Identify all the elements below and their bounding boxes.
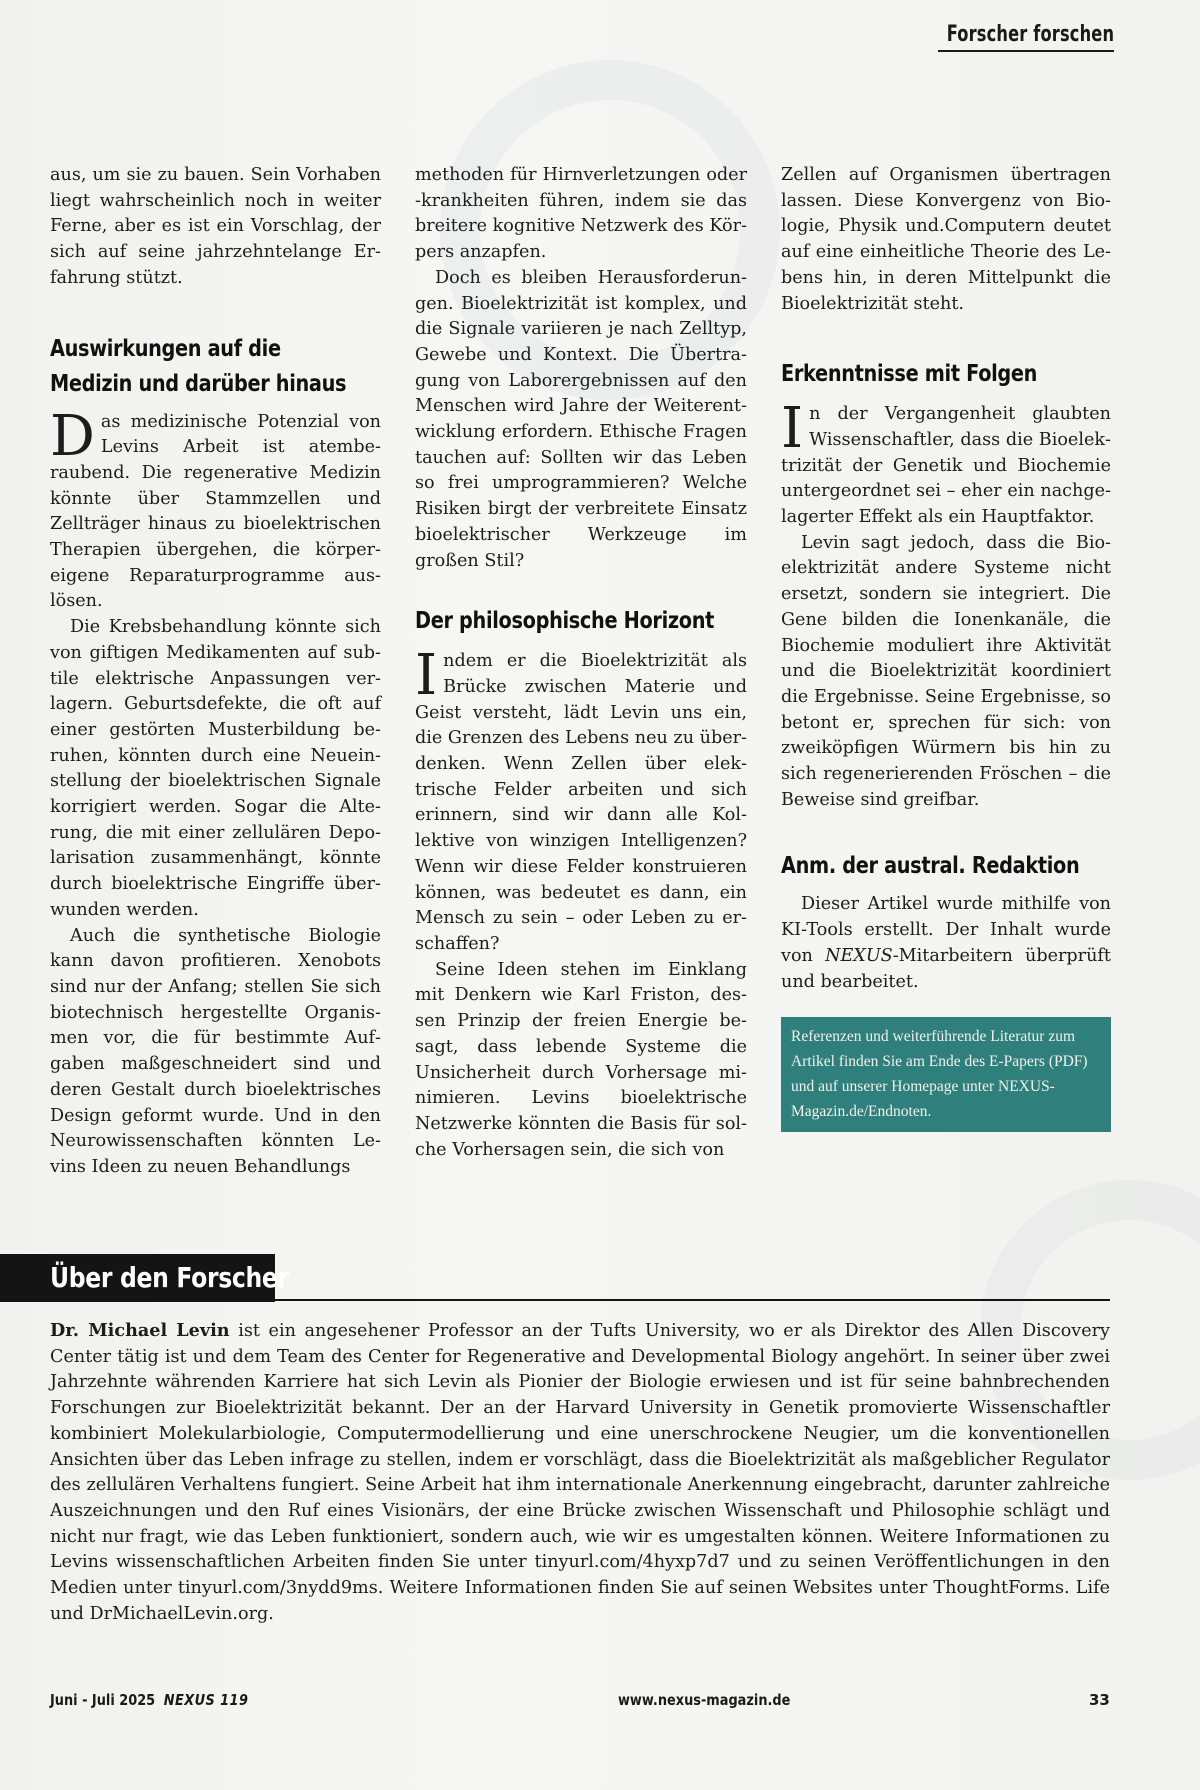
subheading: Medizin und darüber hinaus: [50, 370, 347, 397]
researcher-bio: [50, 1318, 1110, 1627]
subheading: Auswirkungen auf die: [50, 335, 281, 362]
magazine-issue: NEXUS 119: [163, 1691, 249, 1709]
paragraph: Levin sagt jedoch, dass die Bioelektrizität andere Systeme nicht ersetzt, sondern sie integriert. Die Gene bilden die Ionenkanäle, die Biochemie moduliert ihre Aktivität und die Bioelektrizität koordiniert die Ergebnisse. Seine Ergebnisse, so betont er, sprechen für sich: von zweiköpfigen Würmern bis hin zu sich regenerierenden Fröschen – die Beweise sind greifbar.: [781, 532, 1111, 810]
paragraph-text: n der Vergangenheit glaubten Wissenschaftler, dass die Bioelektrizität der Genetik und Biochemie untergeordnet sei – eher ein nachgelagerter Effekt als ein Hauptfaktor.: [781, 404, 1111, 528]
article-column-2: [415, 163, 747, 1163]
paragraph-with-dropcap: [781, 396, 1111, 531]
subheading: Anm. der austral. Redaktion: [781, 853, 1080, 880]
footer-website[interactable]: www.nexus-magazin.de: [618, 1691, 791, 1709]
paragraph: Seine Ideen stehen im Einklang mit Denkern wie Karl Friston, dessen Prinzip der freien Energie besagt, dass lebende Systeme die Unsicherheit durch Vorhersage minimieren. Levins bioelektrische Netzwerke könnten die Basis für solche Vorhersagen sein, die sich von: [415, 959, 747, 1160]
page-number: 33: [1089, 1691, 1110, 1709]
about-heading: Über den Forscher: [50, 1261, 289, 1294]
paragraph: aus, um sie zu bauen. Sein Vorhaben liegt wahrscheinlich noch in weiter Ferne, aber es ist ein Vorschlag, der sich auf seine jahrzehntelange Erfahrung stützt.: [50, 165, 381, 288]
bio-text: ist ein angesehener Professor an der Tufts University, wo er als Direktor des Allen Discovery Center tätig ist und dem Team des Center for Regenerative and Developmental Biology angehört. In seiner über zwei Jahrzehnte währenden Karriere hat sich Levin als Pionier der Biologie erwiesen und ist für seine bahnbrechenden Forschungen zur Bioelektrizität bekannt. Der an der Harvard University in Genetik promovierte Wissenschaftler kombiniert Molekularbiologie, Computermodellierung und eine unerschrockene Neugier, um die konventionellen Ansichten über das Leben infrage zu stellen, indem er vorschlägt, dass die Bioelektrizität als maßgeblicher Regulator des zellulären Verhaltens fungiert. Seine Arbeit hat ihm internationale Anerkennung eingebracht, darunter zahlreiche Auszeichnungen und den Ruf eines Visionärs, der eine Brücke zwischen Wissenschaft und Philosophie schlägt und nicht nur fragt, wie das Leben funktioniert, sondern auch, wie wir es umgestalten können. Weitere Informationen zu Levins wissenschaftlichen Arbeiten finden Sie unter tinyurl.com/4hyxp7d7 und zu seinen Veröffentlichungen in den Medien unter tinyurl.com/3nydd9ms. Weitere Informationen finden Sie auf seinen Websites unter ThoughtForms. Life und DrMichaelLevin.org.: [50, 1321, 1110, 1624]
paragraph: Doch es bleiben Herausforderungen. Bioelektrizität ist komplex, und die Signale variieren je nach Zelltyp, Gewebe und Kontext. Die Übertragung von Laborergebnissen auf den Menschen wird Jahre der Weiterentwicklung erfordern. Ethische Fragen tauchen auf: Sollten wir das Leben so frei umprogrammieren? Welche Risiken birgt der verbreitete Einsatz bioelektrischer Werkzeuge im großen Stil?: [415, 267, 747, 571]
subheading: Erkenntnisse mit Folgen: [781, 361, 1038, 388]
issue-date: Juni - Juli 2025: [50, 1691, 156, 1709]
dropcap: I: [415, 643, 438, 709]
footer-issue: [50, 1691, 248, 1709]
subheading: Der philosophische Horizont: [415, 608, 715, 635]
paragraph: Die Krebsbehandlung könnte sich von giftigen Medikamenten auf subtile elektrische Anpassungen verlagern. Geburtsdefekte, die oft auf einer gestörten Musterbildung beruhen, könnten durch eine Neueinstellung der bioelektrischen Signale korrigiert werden. Sogar die Alterung, die mit einer zellulären Depolarisation zusammenhängt, könnte durch bioelektrische Eingriffe überwunden werden.: [50, 617, 381, 920]
dropcap: D: [50, 403, 95, 469]
editorial-note: [781, 892, 1111, 995]
researcher-name: Dr. Michael Levin: [50, 1320, 230, 1341]
note-text: Dieser Artikel wurde mithilfe von KI-Tools erstellt. Der Inhalt wurde von: [781, 894, 1111, 966]
paragraph: Zellen auf Organismen übertragen lassen. Diese Konvergenz von Biologie, Physik und.Computern deutet auf eine einheitliche Theorie des Lebens hin, in deren Mittelpunkt die Bioelektrizität steht.: [781, 165, 1111, 314]
section-title: Forscher forschen: [946, 22, 1114, 47]
about-heading-bar: [0, 1254, 289, 1302]
paragraph-text: as medizinische Potenzial von Levins Arbeit ist atemberaubend. Die regenerative Medizin könnte über Stammzellen und Zellträger hinaus zu bioelektrischen Therapien übergehen, die körpereigene Reparaturprogramme auslösen.: [50, 411, 381, 612]
paragraph: Auch die synthetische Biologie kann davon profitieren. Xenobots sind nur der Anfang; stellen Sie sich biotechnisch hergestellte Organismen vor, die für bestimmte Aufgaben maßgeschneidert sind und deren Gestalt durch bioelektrisches Design geformt wurde. Und in den Neurowissenschaften könnten Levins Ideen zu neuen Behandlungs: [50, 925, 381, 1177]
article-column-3: [781, 163, 1111, 1132]
section-title-rule: [938, 50, 1114, 52]
note-text: -Mitarbeitern überprüft und bearbeitet.: [781, 945, 1111, 992]
article-column-1: [50, 163, 381, 1181]
paragraph-text: ndem er die Bioelektrizität als Brücke zwischen Materie und Geist versteht, lädt Levin uns ein, die Grenzen des Lebens neu zu überdenken. Wenn Zellen über elektrische Felder arbeiten und sich erinnern, sind wir dann alle Kollektive von winzigen Intelligenzen? Wenn wir diese Felder konstruieren können, was bedeutet es dann, ein Mensch zu sein – oder Leben zu erschaffen?: [415, 651, 747, 954]
paragraph-with-dropcap: [50, 403, 381, 616]
about-heading-rule: [275, 1299, 1110, 1301]
references-box: Referenzen und weiterführende Literatur zum Artikel finden Sie am Ende des E-Papers (PDF) und auf unserer Homepage unter NEXUS-Magazin.de/Endnoten.: [781, 1017, 1111, 1132]
paragraph-with-dropcap: [415, 643, 747, 957]
dropcap: I: [781, 396, 804, 462]
magazine-name: NEXUS: [825, 945, 893, 966]
paragraph: methoden für Hirnverletzungen oder -krankheiten führen, indem sie das breitere kognitive Netzwerk des Körpers anzapfen.: [415, 165, 747, 263]
